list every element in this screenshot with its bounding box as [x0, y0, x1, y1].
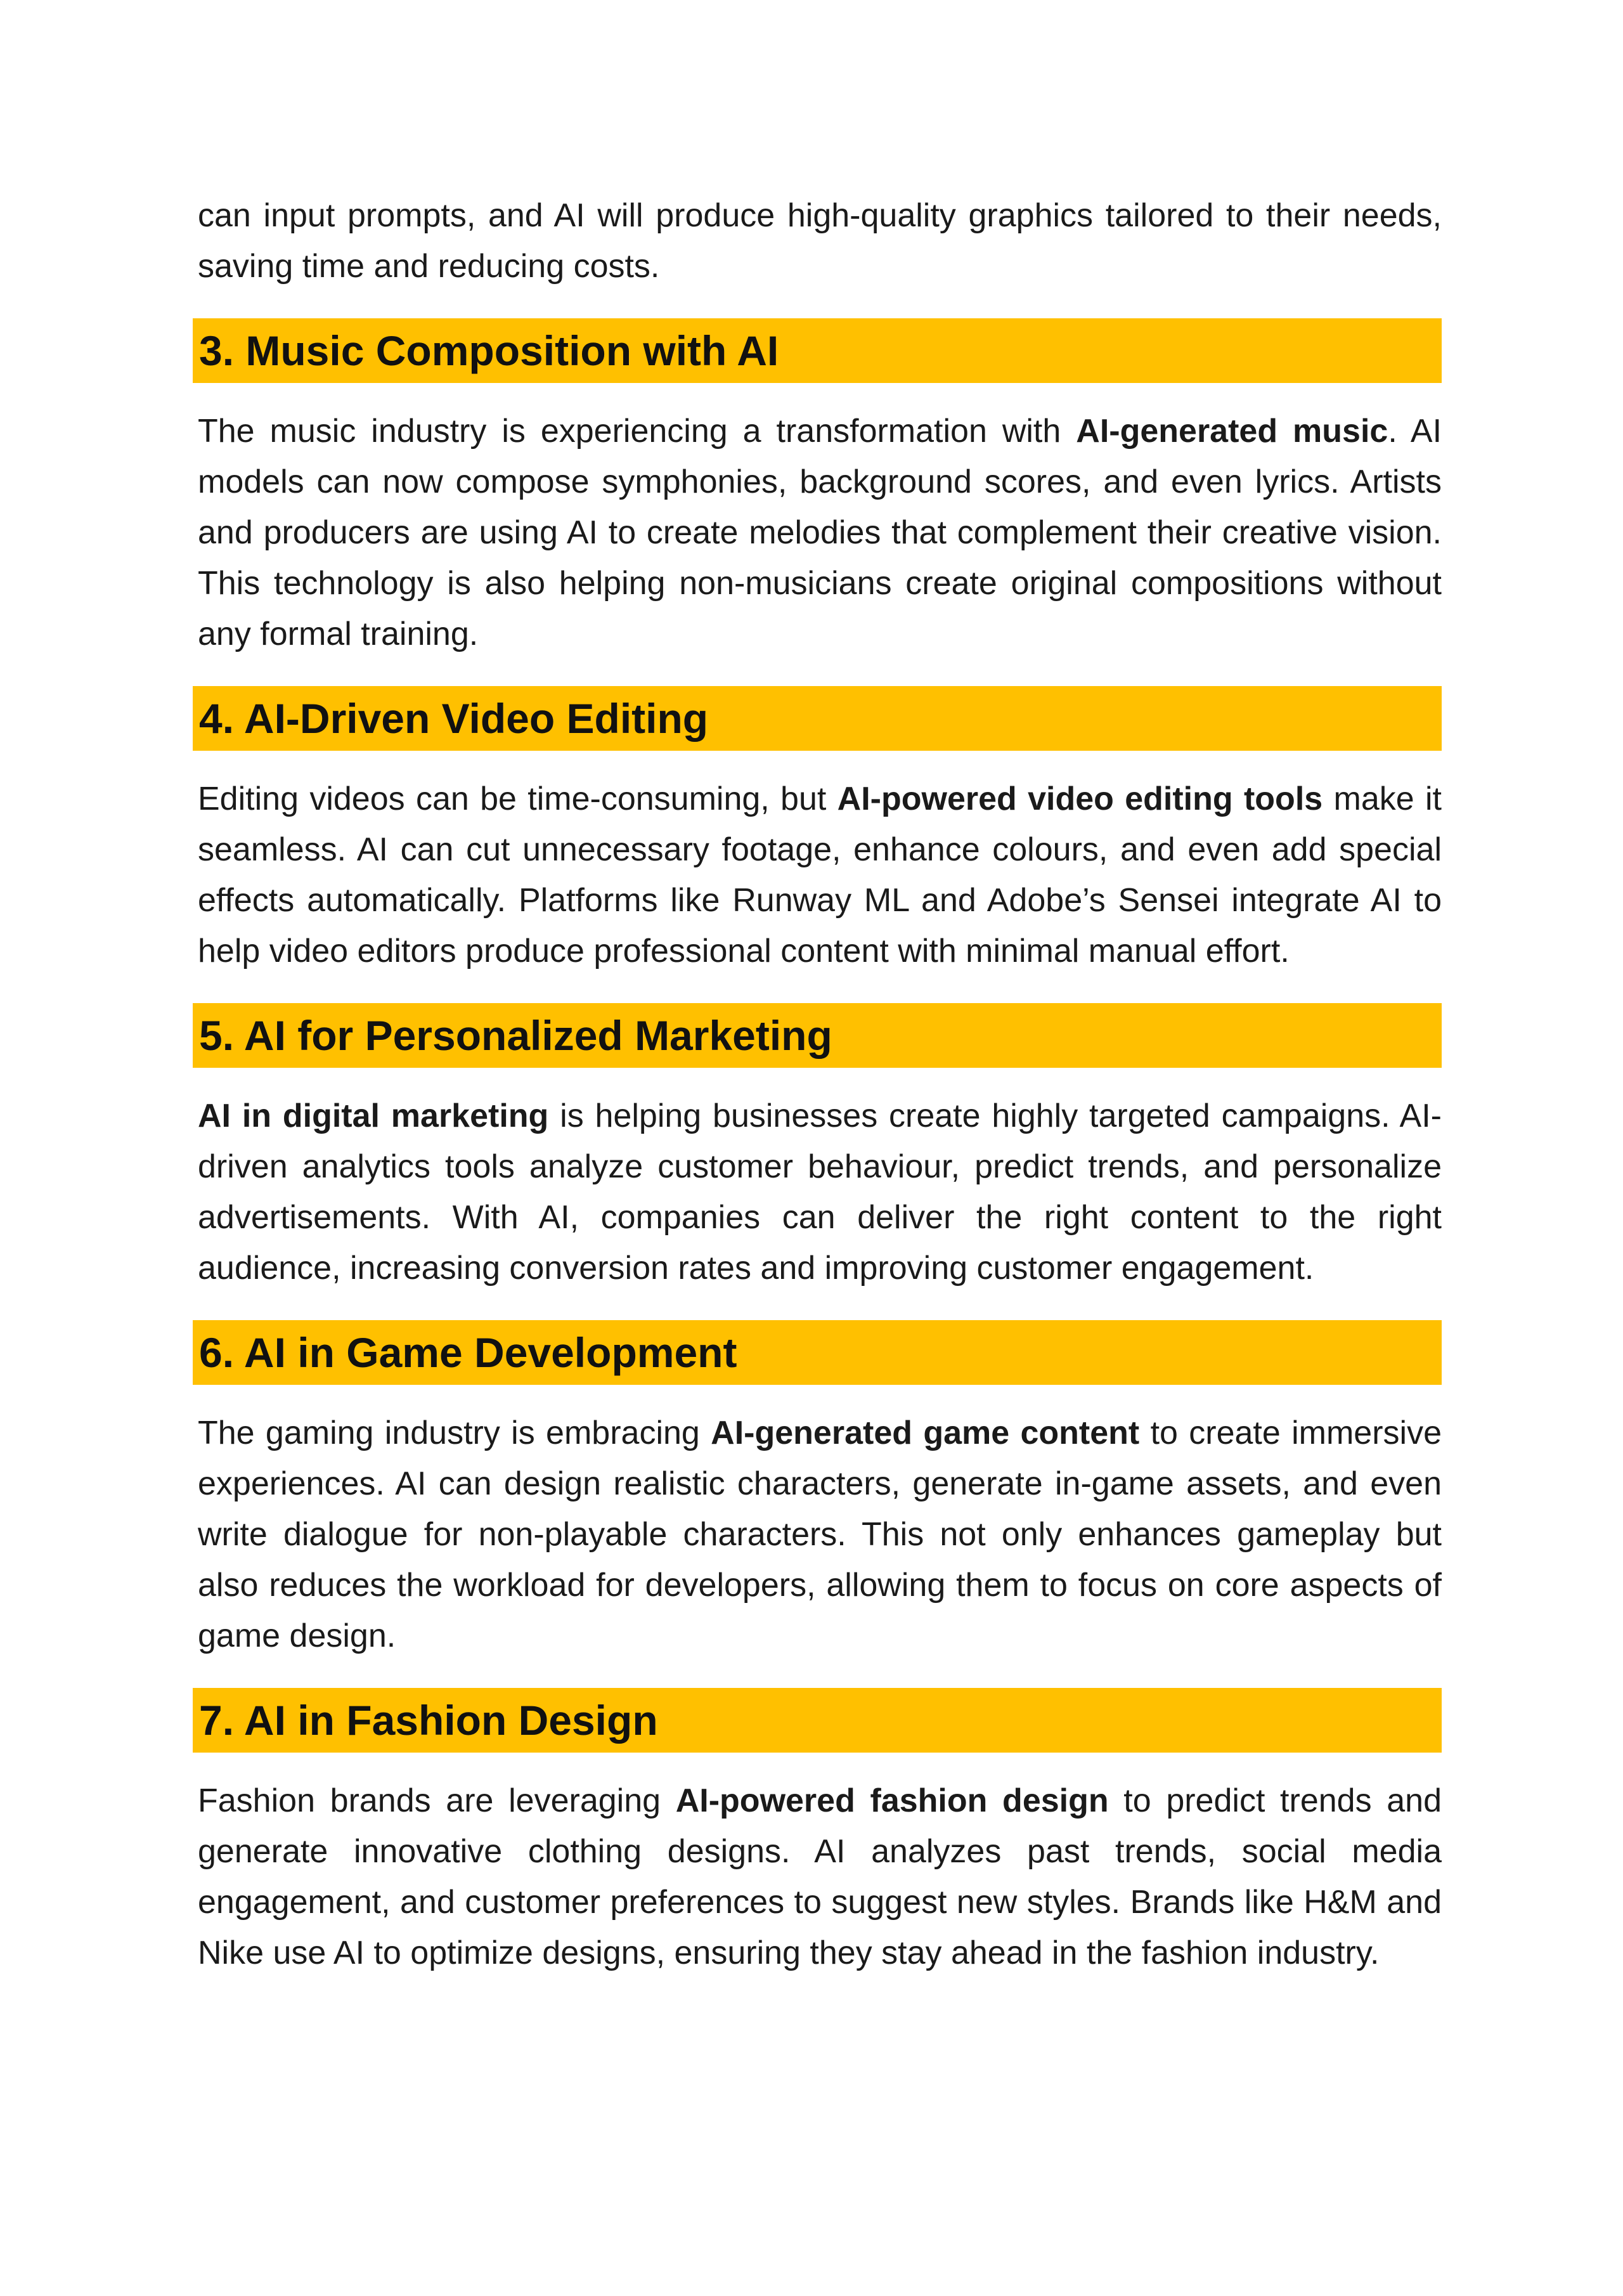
para-text: Fashion brands are leveraging	[198, 1782, 676, 1819]
section-paragraph-music	[198, 406, 1442, 659]
heading-text: 5. AI for Personalized Marketing	[199, 1012, 832, 1059]
section-heading-fashion	[193, 1688, 1442, 1753]
para-text: to create immersive experiences. AI can design realistic characters, generate in-game assets, and even write dialogue for non-playable characters. This not only enhances gameplay but also reduces the workload for developers, allowing them to focus on core aspects of game design.	[198, 1415, 1442, 1654]
heading-text: 7. AI in Fashion Design	[199, 1697, 658, 1744]
para-text: to predict trends and generate innovative clothing designs. AI analyzes past trends, social media engagement, and customer preferences to suggest new styles. Brands like H&M and Nike use AI to optimize designs, ensuring they stay ahead in the fashion industry.	[198, 1782, 1442, 1971]
section-paragraph-fashion	[198, 1775, 1442, 1978]
para-bold-text: AI-generated music	[1076, 413, 1388, 450]
heading-text: 3. Music Composition with AI	[199, 327, 779, 374]
section-heading-marketing	[193, 1003, 1442, 1068]
para-text: Editing videos can be time-consuming, but	[198, 781, 837, 817]
intro-text: can input prompts, and AI will produce high-quality graphics tailored to their needs, saving time and reducing costs.	[198, 197, 1442, 285]
para-text: is helping businesses create highly targeted campaigns. AI-driven analytics tools analyze customer behaviour, predict trends, and personalize advertisements. With AI, companies can deliver the right content to the right audience, increasing conversion rates and improving customer engagement.	[198, 1098, 1442, 1287]
para-text: The gaming industry is embracing	[198, 1415, 711, 1451]
section-paragraph-game	[198, 1408, 1442, 1661]
para-bold-text: AI-powered fashion design	[675, 1782, 1109, 1819]
intro-paragraph	[198, 190, 1442, 292]
para-text: The music industry is experiencing a transformation with	[198, 413, 1077, 450]
section-paragraph-marketing	[198, 1091, 1442, 1294]
para-text: . AI models can now compose symphonies, background scores, and even lyrics. Artists and producers are using AI to create melodies that complement their creative vision. This technology is also helping non-musicians create original compositions without any formal training.	[198, 413, 1442, 652]
document-page	[198, 190, 1442, 1978]
para-bold-text: AI-powered video editing tools	[837, 781, 1323, 817]
section-heading-video	[193, 686, 1442, 751]
section-paragraph-video	[198, 774, 1442, 976]
heading-text: 4. AI-Driven Video Editing	[199, 695, 709, 742]
section-heading-music	[193, 318, 1442, 383]
section-heading-game	[193, 1320, 1442, 1385]
para-bold-text: AI in digital marketing	[198, 1098, 549, 1134]
para-bold-text: AI-generated game content	[711, 1415, 1140, 1451]
heading-text: 6. AI in Game Development	[199, 1329, 737, 1376]
para-text: make it seamless. AI can cut unnecessary footage, enhance colours, and even add special effects automatically. Platforms like Runway ML and Adobe’s Sensei integrate AI to help video editors produce professional content with minimal manual effort.	[198, 781, 1442, 970]
